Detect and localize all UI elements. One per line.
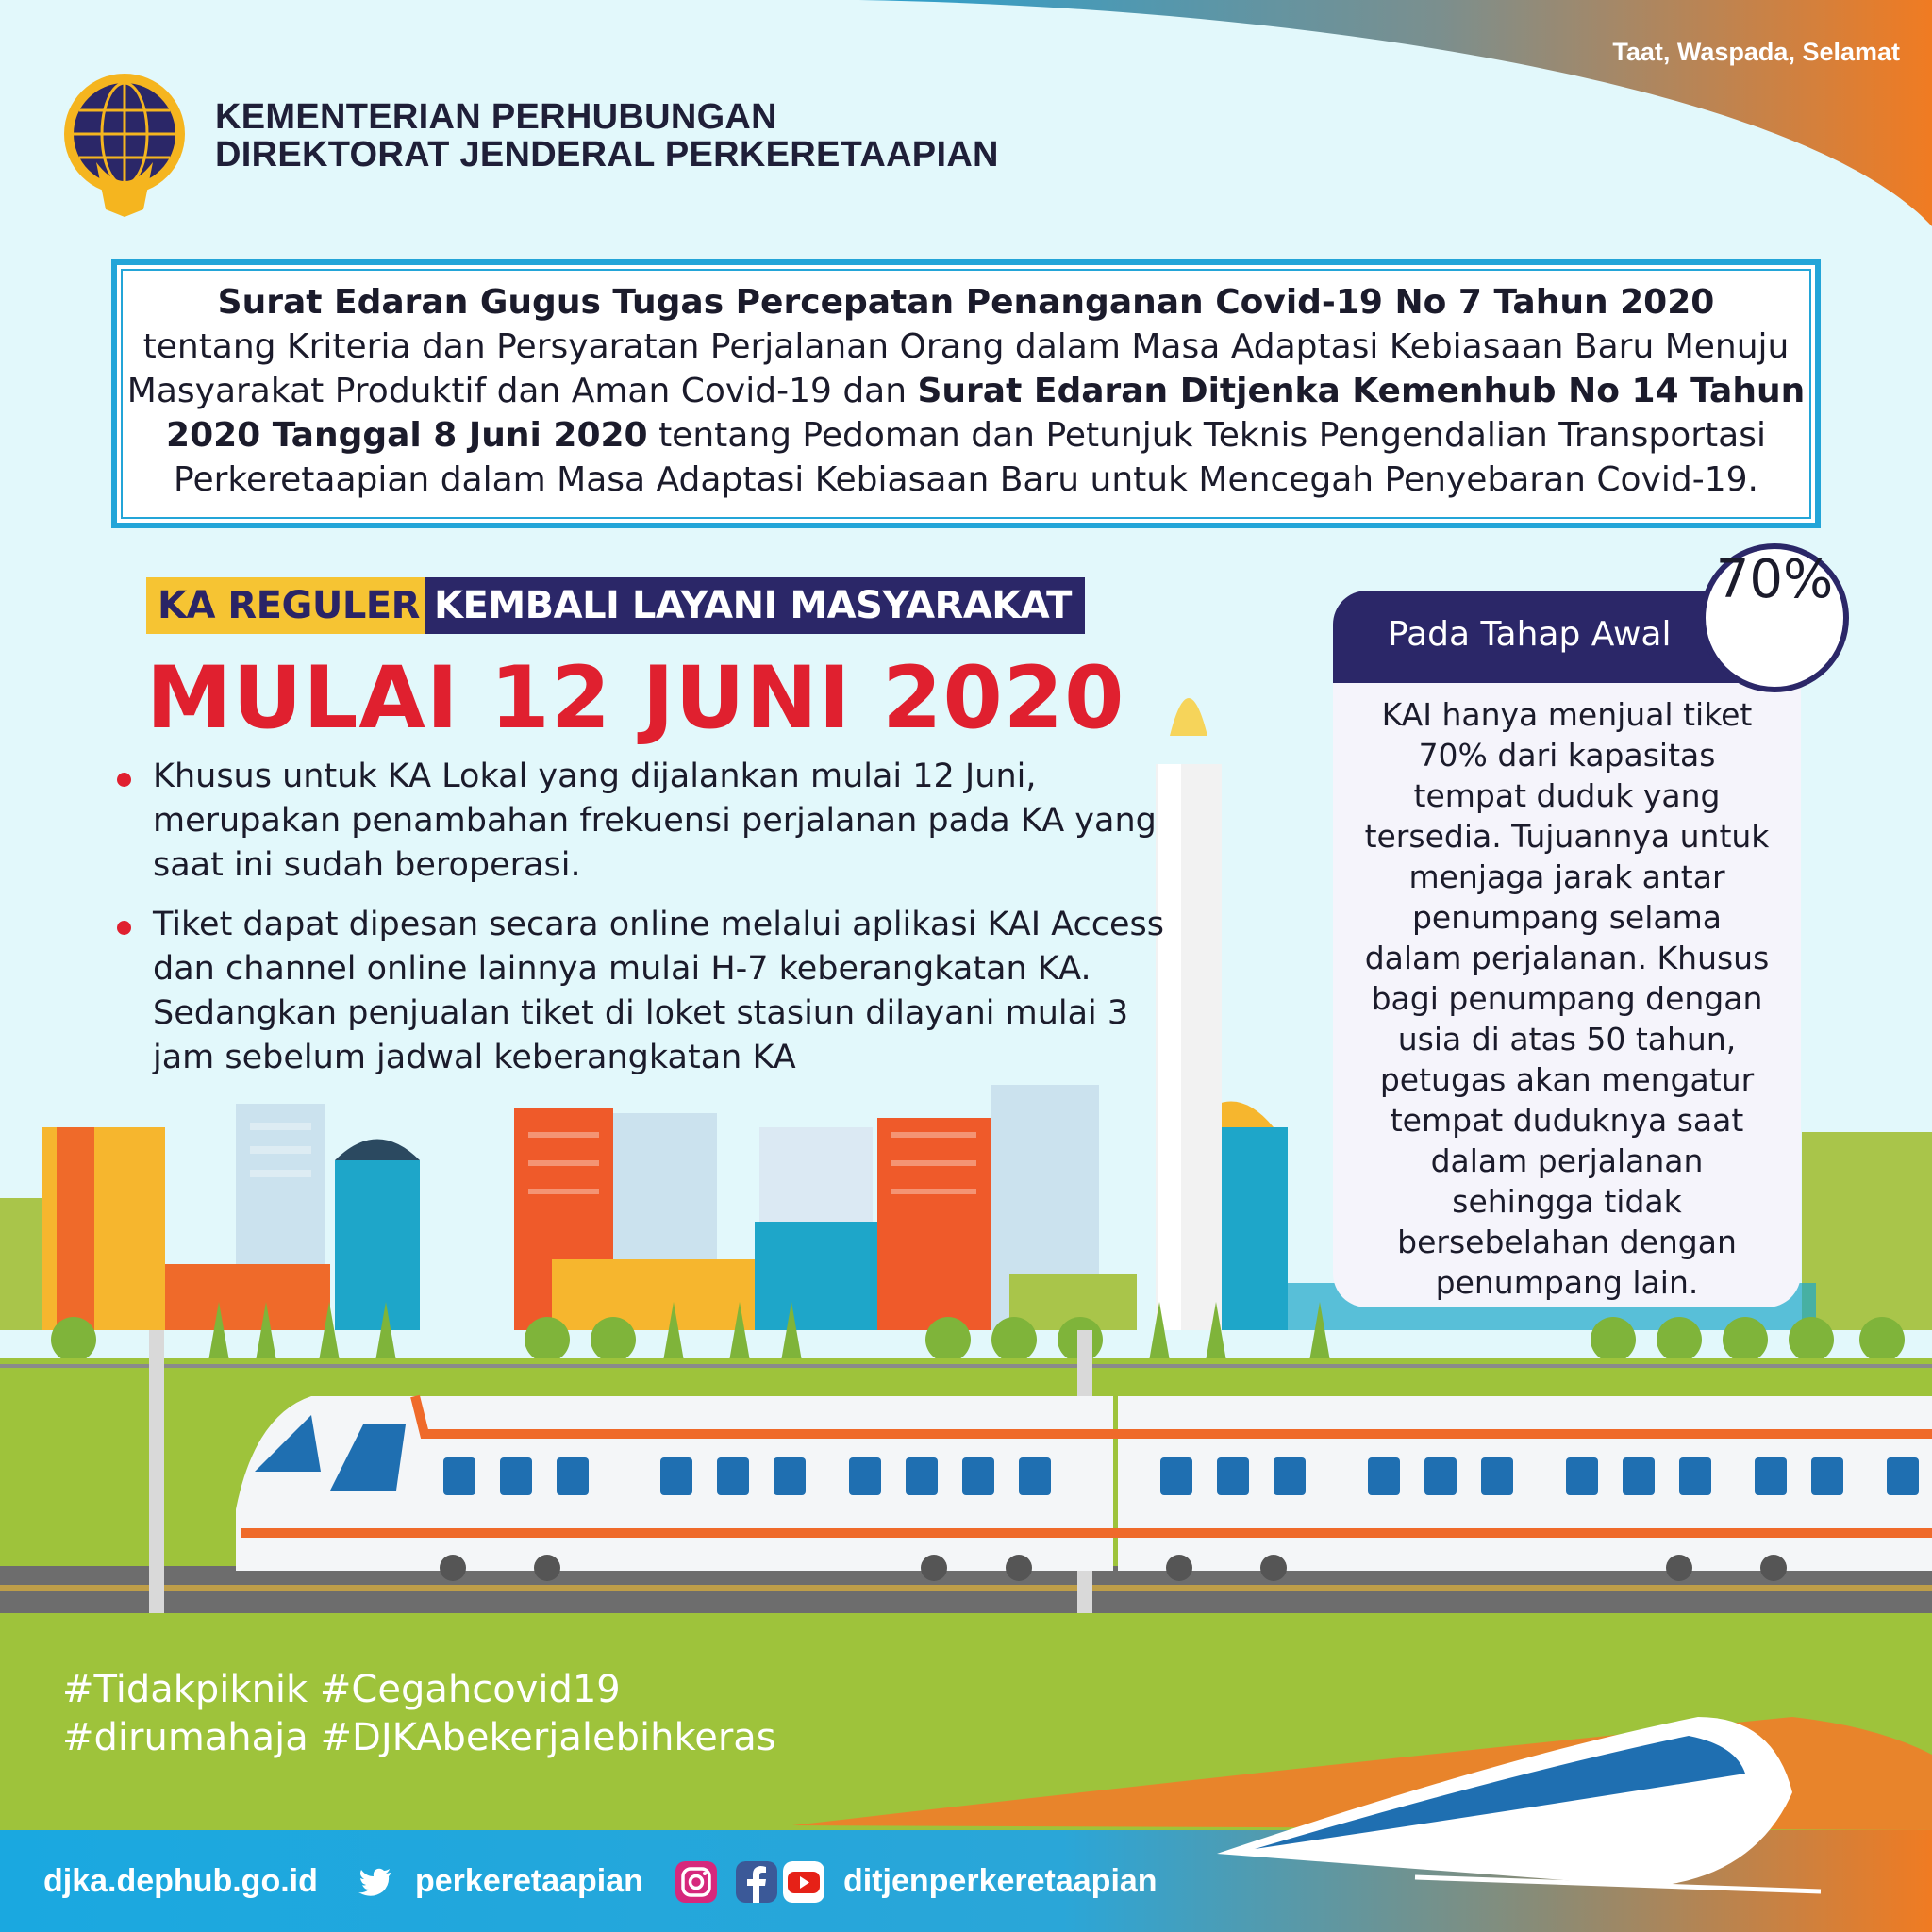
capacity-percent-badge: 70% [1700,543,1849,692]
track-line [0,1585,1932,1591]
bullet-text: Tiket dapat dipesan secara online melalui aplikasi KAI Access dan channel online lainnya mulai H-7 keberangkatan KA. Sedangkan penjualan tiket di loket stasiun dilayani mulai 3 jam sebelum jadwal keberangkatan KA [153,906,1164,1076]
twitter-icon[interactable] [355,1861,396,1903]
circular-notice-text [121,269,1811,519]
hashtag-line-1: #Tidakpiknik #Cegahcovid19 [62,1668,621,1711]
bullet-item [113,755,1170,888]
bullet-dot-icon [117,921,131,935]
instagram-icon[interactable] [675,1861,717,1903]
capacity-card-label: Pada Tahap Awal [1388,615,1672,654]
bullet-item [113,903,1170,1080]
bullet-text: Khusus untuk KA Lokal yang dijalankan mulai 12 Juni, merupakan penambahan frekuensi perjalanan pada KA yang saat ini sudah beroperasi. [153,758,1157,884]
facebook-icon[interactable] [736,1861,777,1903]
social-handle[interactable]: ditjenperkeretaapian [843,1863,1158,1899]
bullet-dot-icon [117,773,131,787]
tagline: Taat, Waspada, Selamat [1612,38,1900,66]
capacity-card-body: KAI hanya menjual tiket 70% dari kapasitas tempat duduk yang tersedia. Tujuannya untuk menjaga jarak antar penumpang selama dalam perjalanan. Khusus bagi penumpang dengan usia di atas 50 tahun, petugas akan mengatur tempat duduknya saat dalam perjalanan sehingga tidak bersebelahan dengan penumpang lain. [1364,696,1770,1301]
circular-notice-box [111,259,1821,528]
twitter-handle[interactable]: perkeretaapian [415,1863,643,1899]
catenary-wire [0,1364,1932,1368]
ministry-logo [58,68,191,219]
start-date-title: MULAI 12 JUNI 2020 [146,649,1125,748]
capacity-card [1333,591,1801,1307]
ka-reguler-tag: KA REGULER [146,577,427,634]
footer [0,1825,1226,1932]
notice-bold-2: Surat Edaran Ditjenka Kemenhub No 14 Tahun 2020 Tanggal 8 Juni 2020 [166,372,1806,455]
website-link[interactable]: djka.dephub.go.id [43,1863,318,1899]
org-line-2: DIREKTORAT JENDERAL PERKERETAAPIAN [215,135,999,175]
hashtag-line-2: #dirumahaja #DJKAbekerjalebihkeras [62,1716,776,1759]
info-bullets [113,755,1170,1095]
catenary-pole [149,1330,164,1613]
youtube-icon[interactable] [783,1861,824,1903]
organization-name [215,98,999,174]
notice-text-1: tentang Kriteria dan Persyaratan Perjalanan Orang dalam Masa Adaptasi Kebiasaan Baru Menuju Masyarakat Produktif dan Aman Covid-19 dan [126,327,1790,410]
hashtags [62,1666,776,1762]
train-illustration [236,1396,1932,1581]
notice-bold-1: Surat Edaran Gugus Tugas Percepatan Penanganan Covid-19 No 7 Tahun 2020 [217,283,1715,322]
org-line-1: KEMENTERIAN PERHUBUNGAN [215,97,777,137]
kembali-layani-tag: KEMBALI LAYANI MASYARAKAT [425,577,1085,634]
notice-text-2: tentang Pedoman dan Petunjuk Teknis Pengendalian Transportasi Perkeretaapian dalam Masa Adaptasi Kebiasaan Baru untuk Mencegah Penyebaran Covid-19. [174,416,1766,499]
